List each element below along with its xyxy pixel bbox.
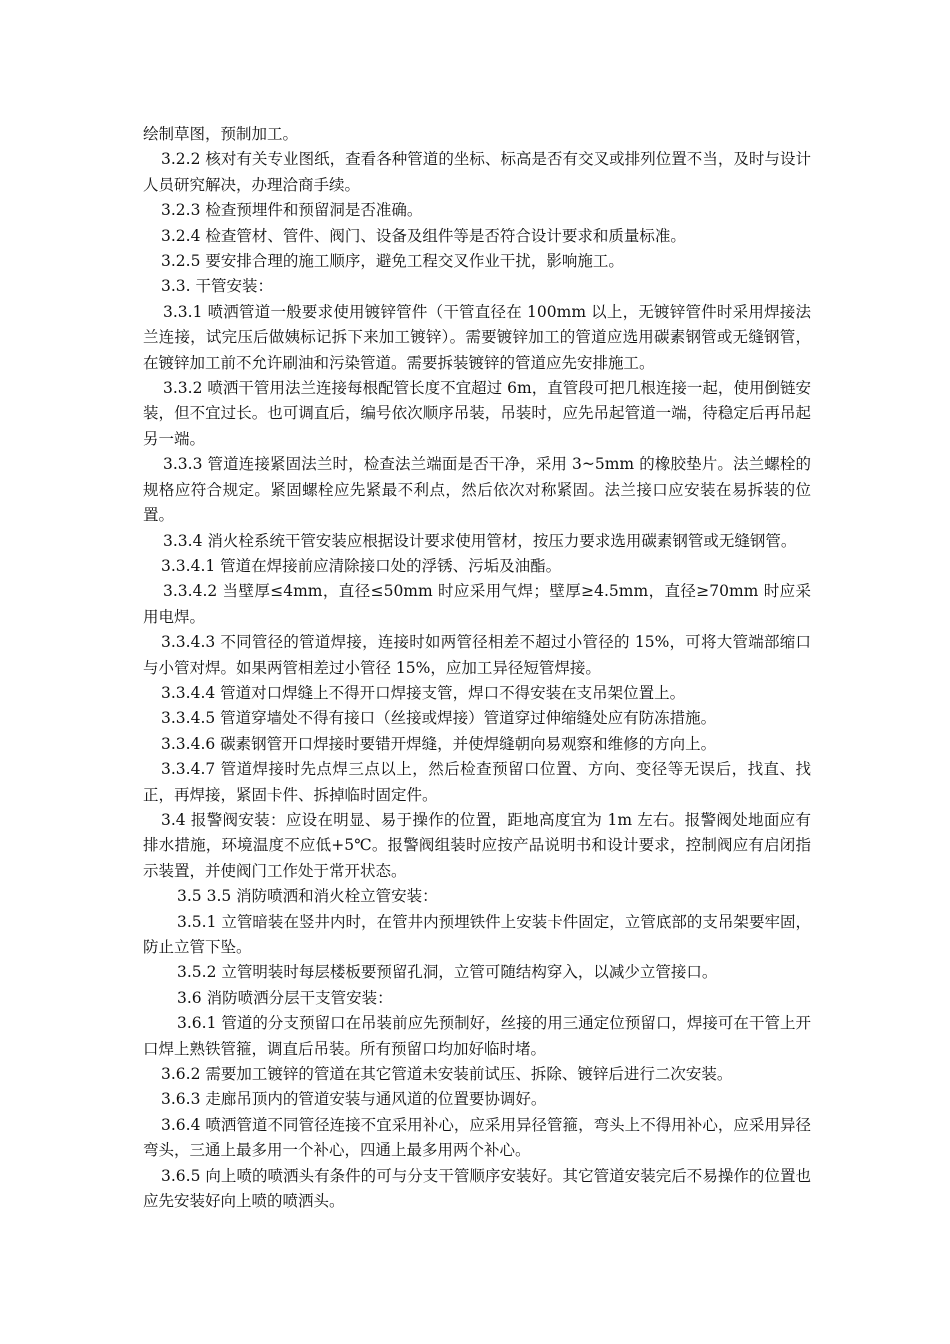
- paragraph-3-6-2: 3.6.2 需要加工镀锌的管道在其它管道未安装前试压、拆除、镀锌后进行二次安装。: [161, 1065, 733, 1084]
- document-body: [143, 122, 811, 1214]
- paragraph-3-2-3: 3.2.3 检查预埋件和预留洞是否准确。: [161, 201, 423, 220]
- section-heading-3-5: 3.5 3.5 消防喷洒和消火栓立管安装：: [177, 887, 438, 906]
- paragraph-3-6-5: 3.6.5 向上喷的喷洒头有条件的可与分支干管顺序安装好。其它管道安装完后不易操作的位置也应先安装好向上喷的喷洒头。: [143, 1166, 811, 1211]
- paragraph-3-3-4-7: 3.3.4.7 管道焊接时先点焊三点以上，然后检查预留口位置、方向、变径等无误后，找直、找正，再焊接，紧固卡件、拆掉临时固定件。: [143, 760, 811, 804]
- paragraph-3-3-4-1: 3.3.4.1 管道在焊接前应清除接口处的浮锈、污垢及油酯。: [161, 556, 562, 575]
- paragraph-3-5-1: 3.5.1 立管暗装在竖井内时，在管井内预埋铁件上安装卡件固定，立管底部的支吊架要牢固，防止立管下坠。: [143, 912, 811, 956]
- paragraph-3-3-4-5: 3.3.4.5 管道穿墙处不得有接口（丝接或焊接）管道穿过伸缩缝处应有防冻措施。: [161, 709, 717, 728]
- paragraph-3-2-4: 3.2.4 检查管材、管件、阀门、设备及组件等是否符合设计要求和质量标准。: [161, 226, 686, 245]
- paragraph-3-2-2: 3.2.2 核对有关专业图纸，查看各种管道的坐标、标高是否有交叉或排列位置不当，及时与设计人员研究解决，办理洽商手续。: [143, 150, 811, 194]
- paragraph-3-6-4: 3.6.4 喷洒管道不同管径连接不宜采用补心，应采用异径管箍，弯头上不得用补心，应采用异径弯头，三通上最多用一个补心，四通上最多用两个补心。: [143, 1115, 811, 1160]
- paragraph-3-3-1: 3.3.1 喷洒管道一般要求使用镀锌管件（干管直径在 100mm 以上，无镀锌管件时采用焊接法兰连接，试完压后做姨标记拆下来加工镀锌）。需要镀锌加工的管道应选用碳素钢管或无缝钢管，在镀锌加工前不允许刷油和污染管道。需要拆装镀锌的管道应先安排施工。: [143, 302, 811, 372]
- paragraph-3-3-4-6: 3.3.4.6 碳素钢管开口焊接时要错开焊缝，并使焊缝朝向易观察和维修的方向上。: [161, 734, 717, 753]
- paragraph-3-3-2: 3.3.2 喷洒干管用法兰连接每根配管长度不宜超过 6m，直管段可把几根连接一起，使用倒链安装，但不宜过长。也可调直后，编号依次顺序吊装，吊装时，应先吊起管道一端，待稳定后再吊起另一端。: [143, 379, 811, 448]
- paragraph-3-5-2: 3.5.2 立管明装时每层楼板要预留孔洞，立管可随结构穿入，以减少立管接口。: [177, 963, 718, 982]
- paragraph-3-3-4-2: 3.3.4.2 当壁厚≤4mm，直径≤50mm 时应采用气焊；壁厚≥4.5mm，直径≥70mm 时应采用电焊。: [143, 582, 811, 626]
- paragraph-3-3-4: 3.3.4 消火栓系统干管安装应根据设计要求使用管材，按压力要求选用碳素钢管或无缝钢管。: [163, 531, 797, 550]
- paragraph-3-6-1: 3.6.1 管道的分支预留口在吊装前应先预制好，丝接的用三通定位预留口，焊接可在干管上开口焊上熟铁管箍，调直后吊装。所有预留口均加好临时堵。: [143, 1014, 811, 1058]
- paragraph-3-4: 3.4 报警阀安装：应设在明显、易于操作的位置，距地高度宜为 1m 左右。报警阀处地面应有排水措施，环境温度不应低+5℃。报警阀组装时应按产品说明书和设计要求，控制阀应有启闭指示装置，并使阀门工作处于常开状态。: [143, 810, 811, 880]
- paragraph-prefab: 绘制草图，预制加工。: [143, 125, 299, 143]
- section-heading-3-6: 3.6 消防喷洒分层干支管安装：: [177, 988, 393, 1007]
- paragraph-3-3-4-3: 3.3.4.3 不同管径的管道焊接，连接时如两管径相差不超过小管径的 15%，可将大管端部缩口与小管对焊。如果两管相差过小管径 15%，应加工异径短管焊接。: [143, 633, 811, 677]
- paragraph-3-3-3: 3.3.3 管道连接紧固法兰时，检查法兰端面是否干净，采用 3~5mm 的橡胶垫片。法兰螺栓的规格应符合规定。紧固螺栓应先紧最不利点，然后依次对称紧固。法兰接口应安装在易拆装的位置。: [143, 455, 811, 525]
- section-heading-3-3: 3.3. 干管安装：: [161, 277, 274, 296]
- paragraph-3-2-5: 3.2.5 要安排合理的施工顺序，避免工程交叉作业干扰，影响施工。: [161, 252, 624, 271]
- paragraph-3-6-3: 3.6.3 走廊吊顶内的管道安装与通风道的位置要协调好。: [161, 1090, 547, 1109]
- paragraph-3-3-4-4: 3.3.4.4 管道对口焊缝上不得开口焊接支管，焊口不得安装在支吊架位置上。: [161, 683, 686, 702]
